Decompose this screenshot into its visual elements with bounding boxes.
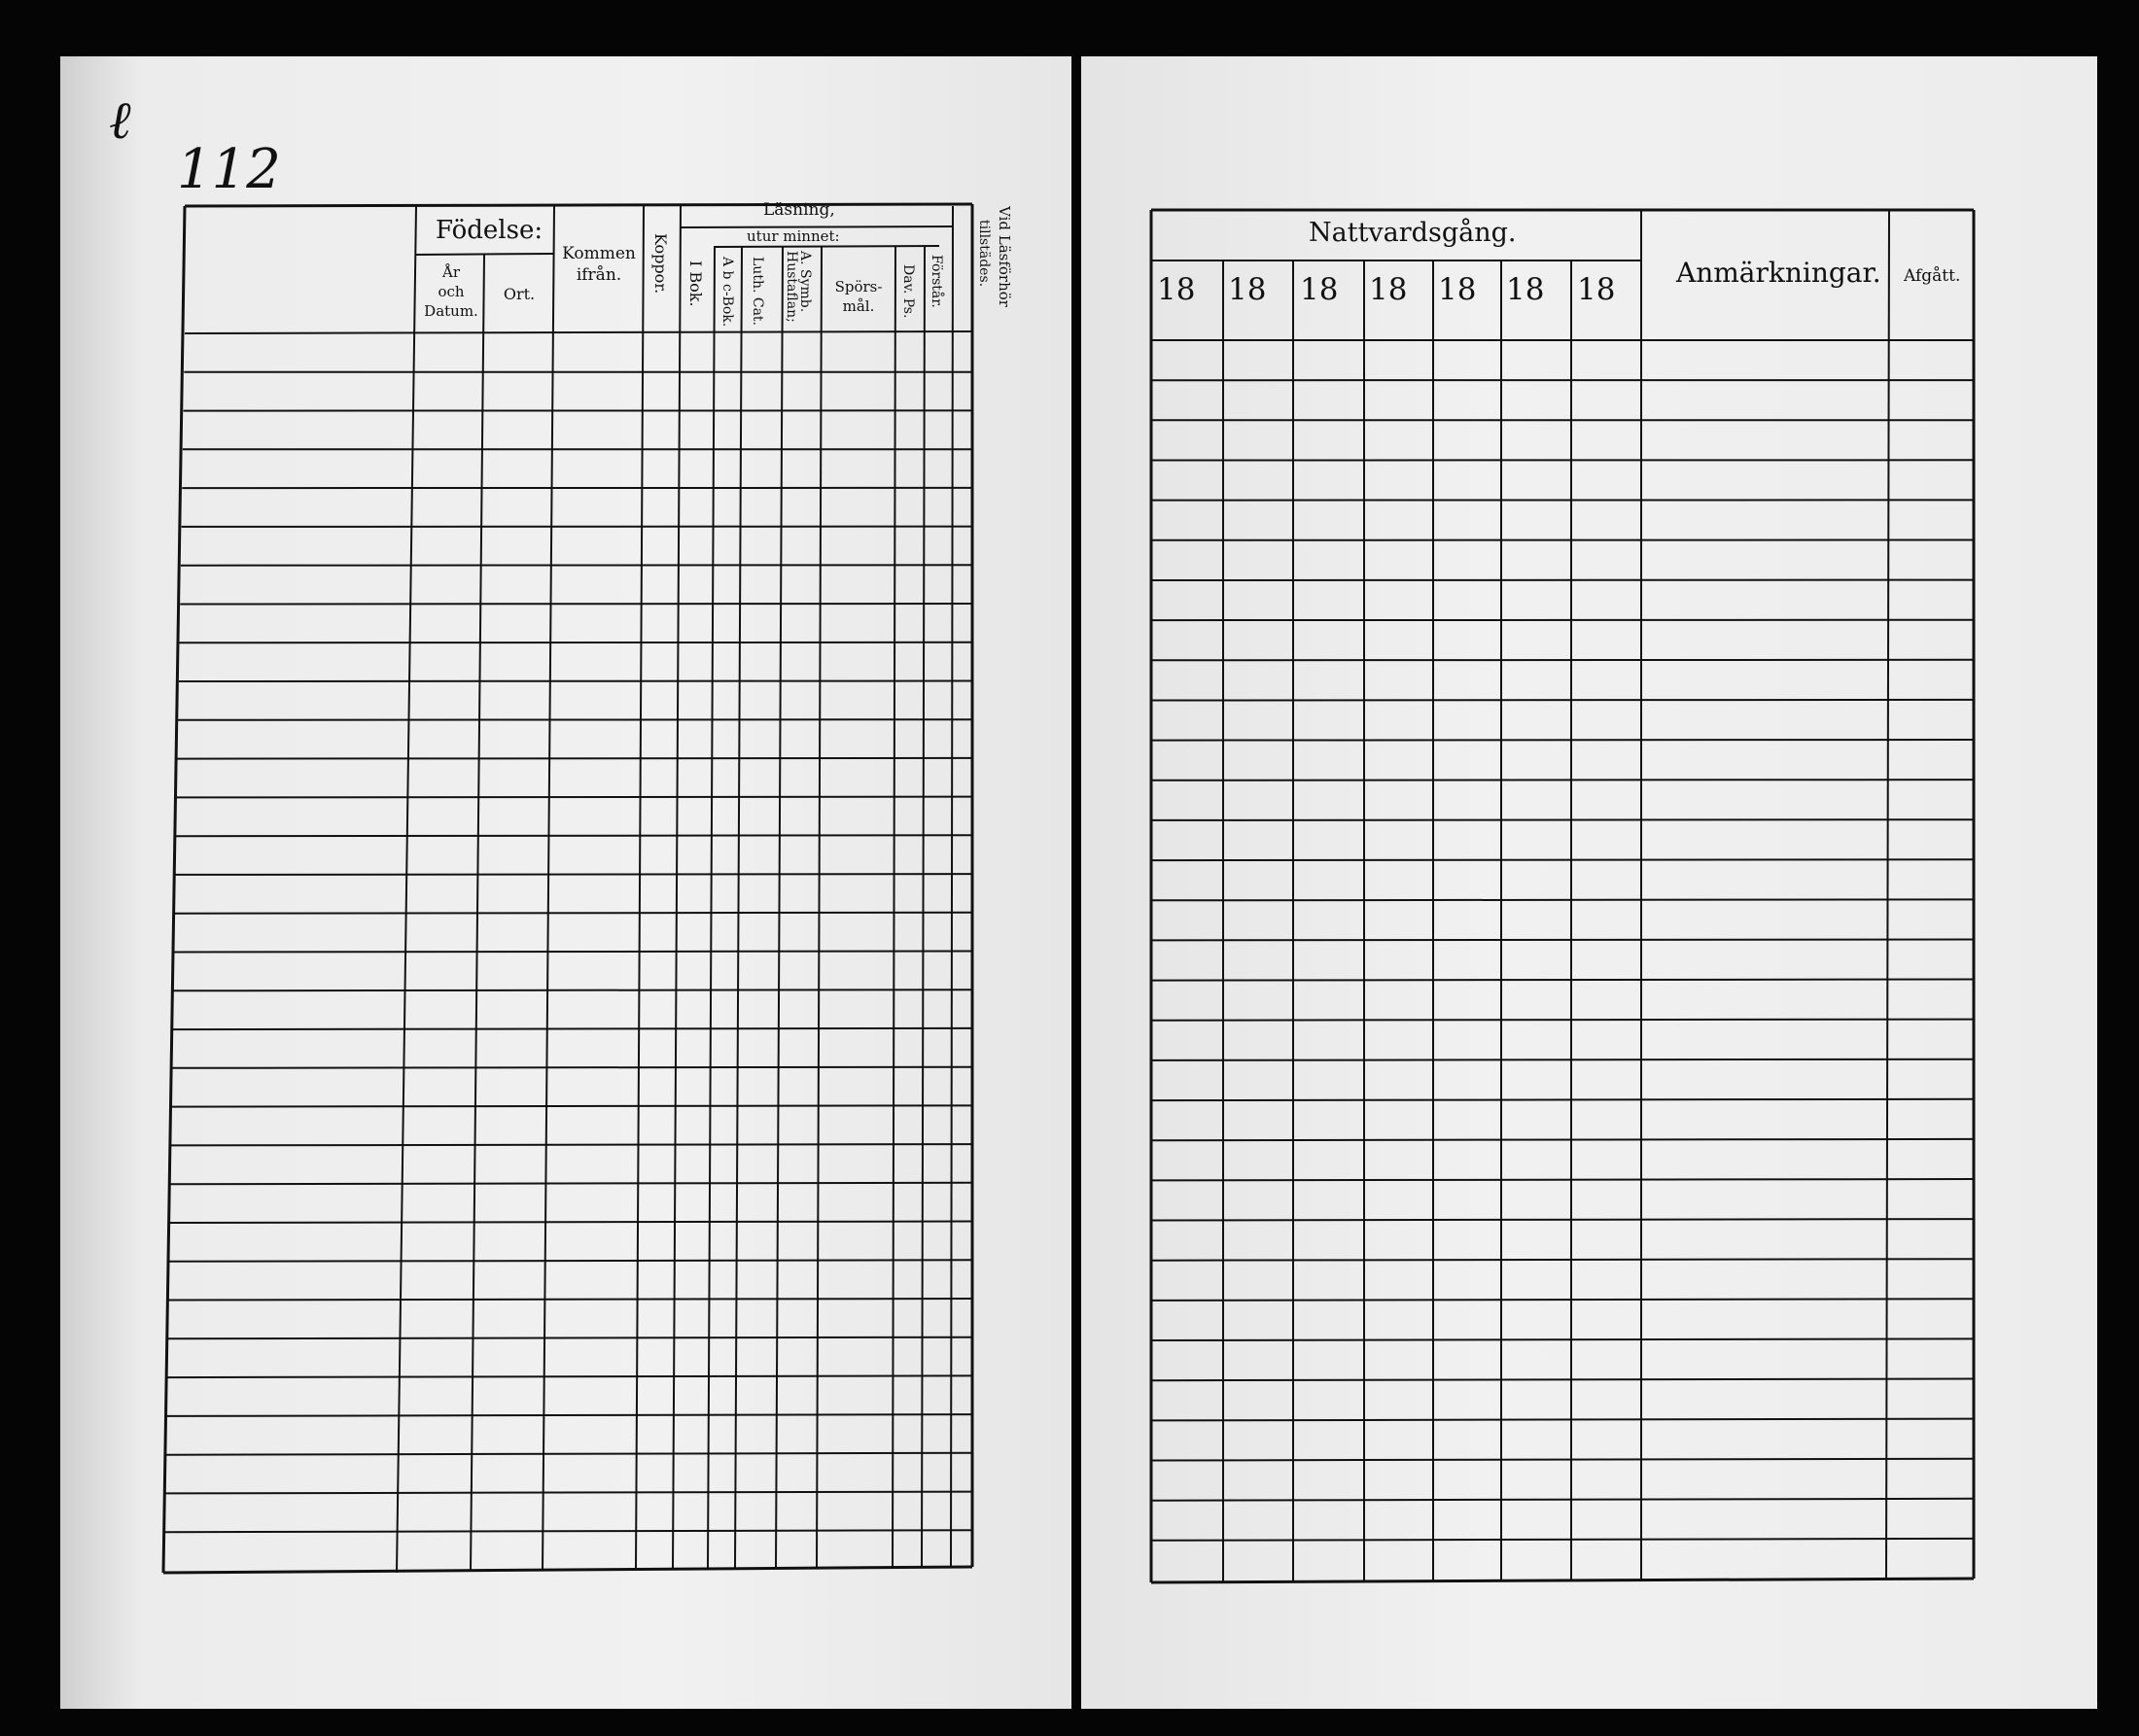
page-number: 112 bbox=[177, 138, 281, 201]
header-hustaflan: Hustaflan; bbox=[784, 251, 799, 323]
ruled-row-line bbox=[1151, 1459, 1974, 1461]
header-ort: Ort. bbox=[503, 285, 536, 303]
header-anmarkningar: Anmärkningar. bbox=[1676, 257, 1881, 289]
year-column-1: 18 bbox=[1157, 272, 1196, 307]
ruled-row-line bbox=[1151, 780, 1974, 781]
ruled-row-line bbox=[1151, 740, 1974, 741]
ruled-row-line bbox=[1151, 1099, 1974, 1100]
header-kommen-ifran: Kommen ifrån. bbox=[562, 244, 636, 285]
header-i-bok: I Bok. bbox=[686, 260, 705, 307]
ruled-row-line bbox=[1151, 1020, 1974, 1021]
ruled-row-line bbox=[1151, 1539, 1974, 1541]
header-lasning: Läsning, bbox=[763, 200, 835, 220]
ruled-row-line bbox=[1151, 1139, 1974, 1140]
ruled-row-line bbox=[1151, 660, 1974, 661]
year-column-4: 18 bbox=[1369, 272, 1408, 307]
year-column-3: 18 bbox=[1300, 272, 1339, 307]
header-abc-bok: A b c-Bok. bbox=[719, 257, 735, 328]
year-column-5: 18 bbox=[1438, 272, 1477, 307]
ruled-row-line bbox=[1151, 1219, 1974, 1220]
header-forstar: Förstår. bbox=[929, 255, 944, 308]
header-sporsmal: Spörs- mål. bbox=[834, 278, 883, 315]
ruled-row-line bbox=[1151, 1179, 1974, 1180]
ruled-row-line bbox=[1151, 1059, 1974, 1060]
ruled-row-line bbox=[1151, 1299, 1974, 1301]
header-luth-cat: Luth. Cat. bbox=[750, 257, 765, 326]
header-afgatt: Afgått. bbox=[1904, 266, 1961, 286]
ruled-row-line bbox=[1151, 940, 1974, 941]
year-column-2: 18 bbox=[1228, 272, 1267, 307]
header-utur-minnet: utur minnet: bbox=[747, 227, 840, 245]
header-fodelse: Födelse: bbox=[436, 216, 544, 245]
header-vid-lasforhor: Vid Läsförhör bbox=[996, 206, 1013, 307]
ruled-row-line bbox=[1151, 1419, 1974, 1421]
ruled-row-line bbox=[1151, 980, 1974, 981]
page-corner-mark: ℓ bbox=[109, 89, 131, 151]
header-dav-ps: Dav. Ps. bbox=[900, 264, 916, 319]
ruled-row-line bbox=[1151, 819, 1974, 820]
year-column-7: 18 bbox=[1577, 272, 1616, 307]
year-column-6: 18 bbox=[1506, 272, 1545, 307]
header-tillstades: tillstädes. bbox=[976, 220, 992, 288]
ruled-row-line bbox=[1151, 859, 1974, 860]
header-koppor: Koppor. bbox=[651, 233, 670, 295]
ruled-row-line bbox=[1151, 700, 1974, 701]
header-nattvardsgang: Nattvardsgång. bbox=[1309, 218, 1517, 248]
ruled-row-line bbox=[1151, 1338, 1974, 1340]
ruled-row-line bbox=[1151, 1379, 1974, 1381]
ruled-row-line bbox=[1151, 1499, 1974, 1501]
header-a-symb: A. Symb. bbox=[797, 251, 813, 313]
header-ar-och-datum: År och Datum. bbox=[424, 263, 478, 320]
ruled-row-line bbox=[1151, 899, 1974, 900]
ruled-row-line bbox=[1151, 1259, 1974, 1261]
